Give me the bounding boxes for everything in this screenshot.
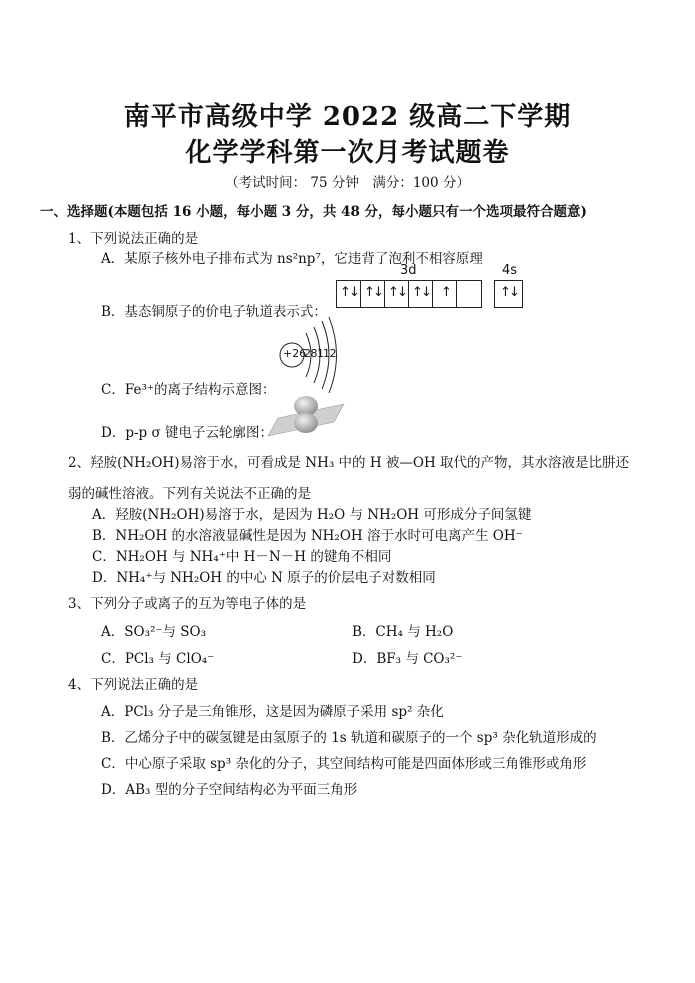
q1-option-b: B．基态铜原子的价电子轨道表示式：	[101, 304, 327, 320]
orbital-label-4s: 4s	[502, 263, 518, 278]
orbital-diagram-3d	[336, 280, 482, 308]
q3-option-b: B．CH₄ 与 H₂O	[352, 624, 454, 640]
q3-stem: 3、下列分子或离子的互为等电子体的是	[68, 596, 307, 612]
q2-option-d: D．NH₄⁺与 NH₂OH 的中心 N 原子的价层电子对数相同	[92, 570, 436, 586]
orbital-cell: ↑ ↓	[385, 281, 409, 307]
q1-option-d: D．p-p σ 键电子云轮廓图：	[101, 425, 273, 441]
orbital-cell: ↑ ↓	[337, 281, 361, 307]
orbital-diagram-4s	[494, 280, 523, 308]
q4-option-b: B．乙烯分子中的碳氢键是由氢原子的 1s 轨道和碳原子的一个 sp³ 杂化轨道形成的	[101, 730, 597, 746]
sigma-bond-cloud-icon	[262, 390, 352, 440]
q3-option-a: A．SO₃²⁻与 SO₃	[101, 624, 207, 640]
q2-stem-line-2: 弱的碱性溶液。下列有关说法不正确的是	[68, 486, 311, 502]
q4-option-a: A．PCl₃ 分子是三角锥形，这是因为磷原子采用 sp² 杂化	[101, 704, 444, 720]
exam-info: （考试时间： 75 分钟 满分：100 分）	[225, 175, 470, 191]
title-line-2: 化学学科第一次月考试题卷	[185, 138, 510, 168]
orbital-label-3d: 3d	[400, 263, 417, 278]
nucleus-charge: +26	[283, 347, 307, 360]
orbital-cell: ↑ ↓	[409, 281, 433, 307]
q2-stem-line-1: 2、羟胺(NH₂OH)易溶于水，可看成是 NH₃ 中的 H 被—OH 取代的产物，其水溶液是比肼还	[68, 455, 630, 471]
q1-stem: 1、下列说法正确的是	[68, 231, 199, 247]
section-heading: 一、选择题(本题包括 16 小题，每小题 3 分，共 48 分，每小题只有一个选项最符合题意)	[40, 204, 587, 220]
orbital-cell: ↑ ↓	[361, 281, 385, 307]
electron-shells: 2 8 11 2	[304, 347, 336, 360]
title-line-1: 南平市高级中学 2022 级高二下学期	[123, 102, 572, 132]
q2-option-b: B．NH₂OH 的水溶液显碱性是因为 NH₂OH 溶于水时可电离产生 OH⁻	[92, 528, 523, 544]
orbital-cell: ↑ ↓	[500, 285, 520, 300]
q4-option-d: D．AB₃ 型的分子空间结构必为平面三角形	[101, 782, 358, 798]
q2-option-a: A．羟胺(NH₂OH)易溶于水，是因为 H₂O 与 NH₂OH 可形成分子间氢键	[92, 507, 532, 523]
q4-option-c: C．中心原子采取 sp³ 杂化的分子，其空间结构可能是四面体形或三角锥形或角形	[101, 756, 587, 772]
orbital-cell: ↑	[433, 281, 457, 307]
q1-option-a: A．某原子核外电子排布式为 ns²np⁷，它违背了泡利不相容原理	[101, 251, 483, 267]
q3-option-c: C．PCl₃ 与 ClO₄⁻	[101, 651, 215, 667]
q1-option-c: C．Fe³⁺的离子结构示意图：	[101, 382, 276, 398]
q4-stem: 4、下列说法正确的是	[68, 677, 199, 693]
q2-option-c: C．NH₂OH 与 NH₄⁺中 H－N－H 的键角不相同	[92, 549, 392, 565]
q3-option-d: D．BF₃ 与 CO₃²⁻	[352, 651, 463, 667]
orbital-cell	[457, 281, 480, 307]
